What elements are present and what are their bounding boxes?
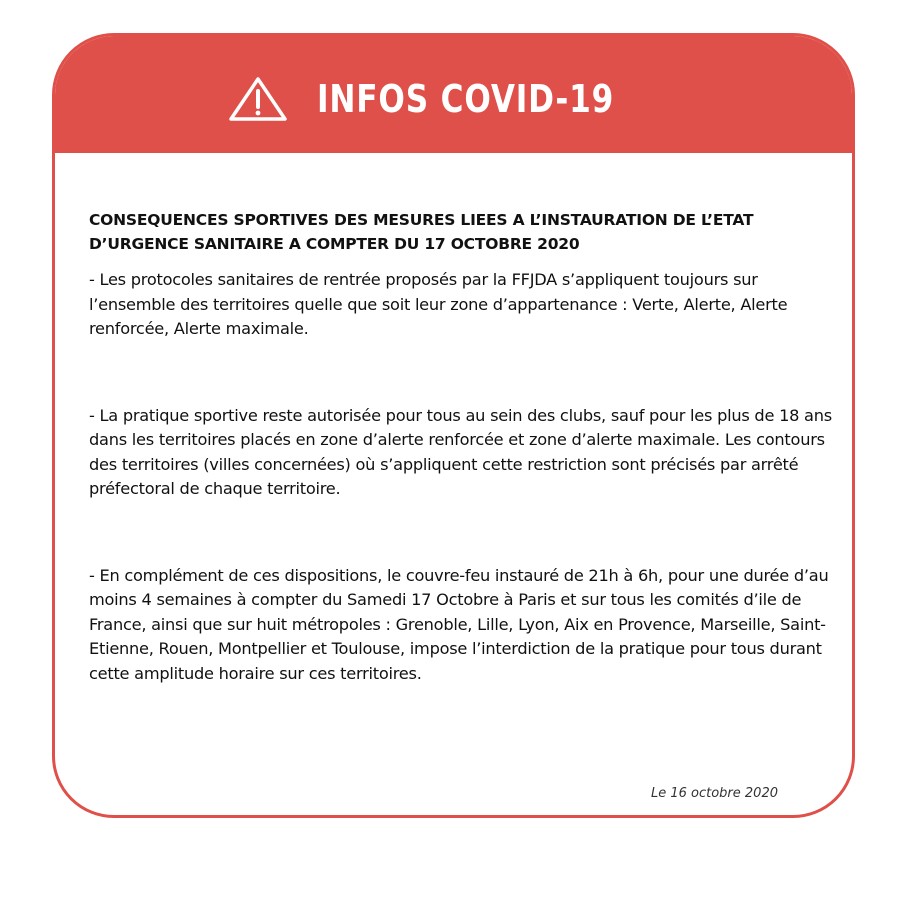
paragraph-curfew: - En complément de ces dispositions, le couvre-feu instauré de 21h à 6h, pour une durée d’au moins 4 semaines à compter du Samedi 17 Octobre à Paris et sur tous les comités d’ile de France, ainsi que sur huit métropoles : Grenoble, Lille, Lyon, Aix en Provence, Marseille, Saint-Etienne, Rouen, Montpellier et Toulouse, impose l’interdiction de la pratique pour tous durant cette amplitude horaire sur ces territoires. [89,565,829,683]
banner [55,36,852,153]
warning-icon [227,76,289,122]
paragraph-sport-practice: - La pratique sportive reste autorisée pour tous au sein des clubs, sauf pour les plus de 18 ans dans les territoires placés en zone d’alerte renforcée et zone d’alerte maximale. Les contours des territoires (villes concernées) où s’appliquent cette restriction sont précisés par arrêté préfectoral de chaque territoire. [89,405,832,498]
article-heading: CONSEQUENCES SPORTIVES DES MESURES LIEES A L’INSTAURATION DE L’ETAT D’URGENCE SANITAIRE A COMPTER DU 17 OCTOBRE 2020 [89,211,754,253]
banner-title: INFOS COVID-19 [317,76,615,121]
publication-date: Le 16 octobre 2020 [650,786,778,801]
covid-info-card [52,33,855,818]
banner-content [227,76,679,122]
paragraph-protocols: - Les protocoles sanitaires de rentrée proposés par la FFJDA s’appliquent toujours sur l’ensemble des territoires quelle que soit leur zone d’appartenance : Verte, Alerte, Alerte renforcée, Alerte maximale. [89,270,788,338]
article-body [89,208,834,686]
